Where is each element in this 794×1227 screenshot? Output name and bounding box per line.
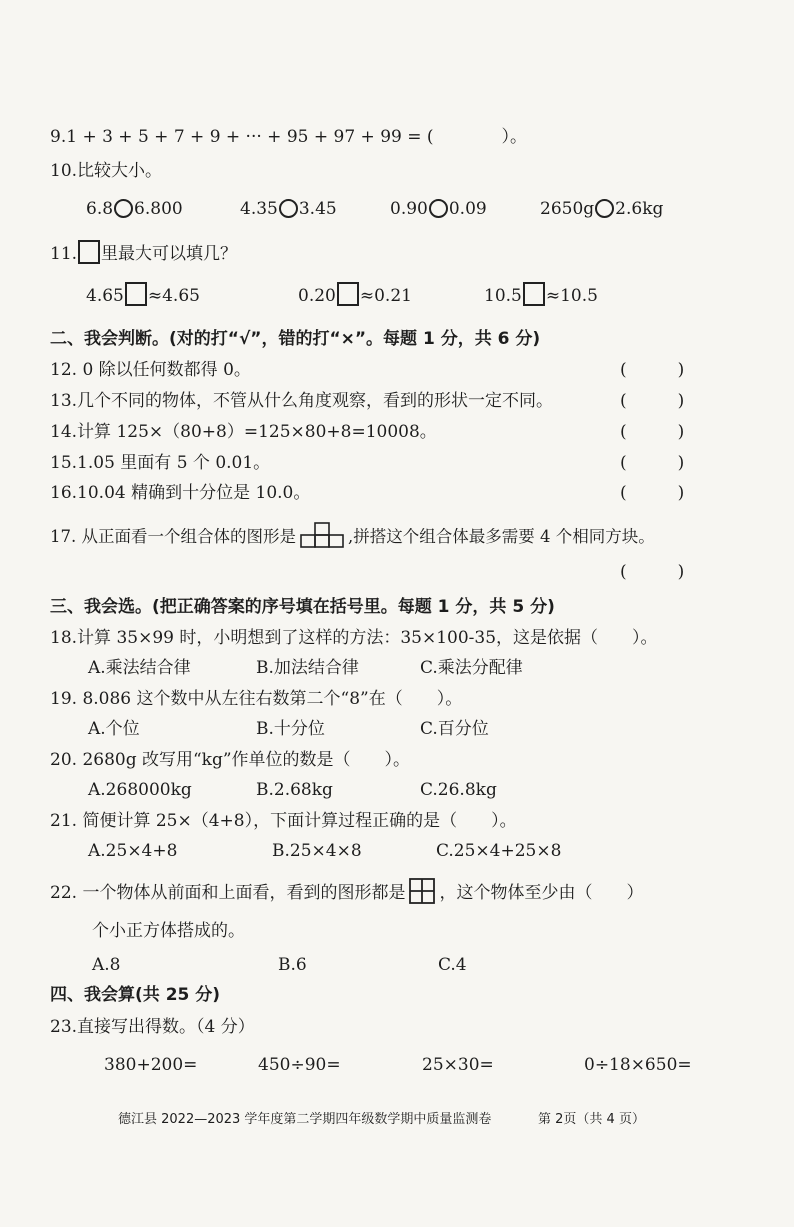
calc-expression-4: 0÷18×650= xyxy=(584,1055,692,1075)
section-3-heading: 三、我会选。(把正确答案的序号填在括号里。每题 1 分，共 5 分) xyxy=(50,597,555,617)
answer-blank[interactable]: ( ) xyxy=(620,360,685,380)
question-14: 14.计算 125×（80+8）=125×80+8=10008。 xyxy=(50,422,437,442)
question-22-text-b: ，这个物体至少由（ ） xyxy=(439,883,644,903)
compare-left: 2650g xyxy=(540,199,595,219)
answer-blank[interactable]: ( ) xyxy=(620,562,685,582)
question-22-text-a: 22. 一个物体从前面和上面看，看到的图形都是 xyxy=(50,883,406,903)
option-b[interactable]: B.加法结合律 xyxy=(256,658,359,678)
question-22 xyxy=(50,878,643,904)
option-a[interactable]: A.25×4+8 xyxy=(88,841,178,861)
compare-right: 2.6kg xyxy=(615,199,664,219)
compare-right: 3.45 xyxy=(298,199,337,219)
question-10-title: 10.比较大小。 xyxy=(50,161,163,181)
question-number: 11. xyxy=(50,244,78,264)
option-b[interactable]: B.十分位 xyxy=(256,719,325,739)
question-18: 18.计算 35×99 时，小明想到了这样的方法：35×100-35，这是依据（ ）。 xyxy=(50,628,658,648)
compare-circle[interactable] xyxy=(279,199,298,218)
compare-item-4 xyxy=(540,198,663,220)
calc-expression-3: 25×30= xyxy=(422,1055,494,1075)
question-21: 21. 简便计算 25×（4+8），下面计算过程正确的是（ ）。 xyxy=(50,811,517,831)
option-b[interactable]: B.6 xyxy=(278,955,307,975)
answer-blank[interactable]: ( ) xyxy=(620,391,685,411)
question-16: 16.10.04 精确到十分位是 10.0。 xyxy=(50,483,311,503)
section-4-heading: 四、我会算(共 25 分) xyxy=(50,985,221,1005)
question-17-text-a: 17. 从正面看一个组合体的图形是 xyxy=(50,527,296,546)
compare-item-2 xyxy=(240,198,337,220)
fill-item-1 xyxy=(86,282,200,307)
answer-blank[interactable]: ( ) xyxy=(620,453,685,473)
question-22-continued: 个小正方体搭成的。 xyxy=(92,921,245,941)
option-a[interactable]: A.268000kg xyxy=(88,780,192,800)
option-a[interactable]: A.乘法结合律 xyxy=(88,658,191,678)
option-c[interactable]: C.26.8kg xyxy=(420,780,497,800)
option-c[interactable]: C.乘法分配律 xyxy=(420,658,523,678)
compare-item-3 xyxy=(390,198,487,220)
question-13: 13.几个不同的物体，不管从什么角度观察，看到的形状一定不同。 xyxy=(50,391,554,411)
question-17 xyxy=(50,522,655,548)
option-c[interactable]: C.25×4+25×8 xyxy=(436,841,562,861)
question-text: 里最大可以填几？ xyxy=(101,244,238,264)
option-c[interactable]: C.4 xyxy=(438,955,467,975)
compare-circle[interactable] xyxy=(114,199,133,218)
question-17-text-b: ,拼搭这个组合体最多需要 4 个相同方块。 xyxy=(348,527,655,546)
calc-expression-2: 450÷90= xyxy=(258,1055,341,1075)
footer-exam-title: 德江县 2022—2023 学年度第二学期四年级数学期中质量监测卷 xyxy=(118,1112,492,1127)
footer-page-number: 第 2页（共 4 页） xyxy=(538,1112,645,1127)
compare-right: 6.800 xyxy=(134,199,183,219)
fill-item-3 xyxy=(484,282,598,307)
fill-right: ≈0.21 xyxy=(359,286,412,306)
compare-circle[interactable] xyxy=(429,199,448,218)
fill-item-2 xyxy=(298,282,412,307)
fill-box[interactable] xyxy=(125,282,147,306)
compare-left: 6.8 xyxy=(86,199,114,219)
question-23: 23.直接写出得数。（4 分） xyxy=(50,1017,255,1037)
fill-right: ≈4.65 xyxy=(147,286,200,306)
fill-left: 4.65 xyxy=(86,286,124,306)
question-19: 19. 8.086 这个数中从左往右数第二个“8”在（ ）。 xyxy=(50,689,463,709)
fill-box[interactable] xyxy=(337,282,359,306)
front-view-figure-icon xyxy=(300,522,344,548)
option-b[interactable]: B.25×4×8 xyxy=(272,841,362,861)
question-12: 12. 0 除以任何数都得 0。 xyxy=(50,360,251,380)
option-c[interactable]: C.百分位 xyxy=(420,719,489,739)
compare-left: 0.90 xyxy=(390,199,428,219)
question-9: 9.1 + 3 + 5 + 7 + 9 + ··· + 95 + 97 + 99 = ( ）。 xyxy=(50,127,528,147)
question-15: 15.1.05 里面有 5 个 0.01。 xyxy=(50,453,271,473)
square-grid-figure-icon xyxy=(409,878,435,904)
fill-box[interactable] xyxy=(523,282,545,306)
answer-blank[interactable]: ( ) xyxy=(620,483,685,503)
answer-blank[interactable]: ( ) xyxy=(620,422,685,442)
section-2-heading: 二、我会判断。(对的打“√”，错的打“×”。每题 1 分，共 6 分) xyxy=(50,329,541,349)
question-11-title xyxy=(50,240,237,265)
fill-left: 10.5 xyxy=(484,286,522,306)
option-a[interactable]: A.8 xyxy=(92,955,121,975)
fill-right: ≈10.5 xyxy=(545,286,598,306)
compare-right: 0.09 xyxy=(448,199,487,219)
calc-expression-1: 380+200= xyxy=(104,1055,198,1075)
question-20: 20. 2680g 改写用“kg”作单位的数是（ ）。 xyxy=(50,750,411,770)
fill-left: 0.20 xyxy=(298,286,336,306)
blank-box xyxy=(78,240,100,264)
option-b[interactable]: B.2.68kg xyxy=(256,780,333,800)
compare-left: 4.35 xyxy=(240,199,278,219)
option-a[interactable]: A.个位 xyxy=(88,719,140,739)
compare-circle[interactable] xyxy=(595,199,614,218)
compare-item-1 xyxy=(86,198,183,220)
